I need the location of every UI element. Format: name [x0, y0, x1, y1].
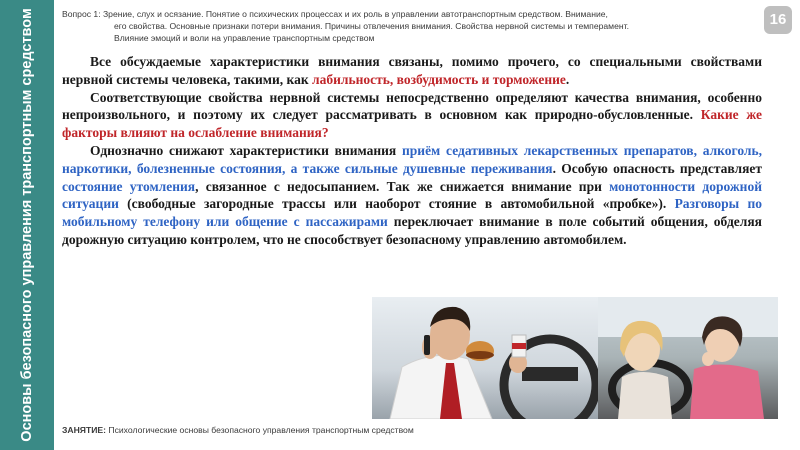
sidebar: [0, 0, 54, 450]
page-number-badge: 16: [764, 6, 792, 34]
p1-end: .: [565, 71, 570, 87]
question-header: [62, 8, 752, 44]
footer-label: ЗАНЯТИЕ:: [62, 425, 106, 435]
question-label: Вопрос 1:: [62, 9, 101, 19]
main-text: [62, 53, 762, 249]
p1-text: Все обсуждаемые характеристики внимания связаны, помимо прочего, со специальными свойствами нервной системы человека, такими, как: [62, 54, 762, 87]
p3-text-c: , связанное с недосыпанием. Так же снижается внимание при: [195, 178, 610, 194]
p3-highlight-3: монотонности дорожной ситуации: [62, 178, 762, 212]
p3-highlight-2: состояние утомления: [62, 178, 196, 194]
sidebar-title: Основы безопасного управления транспортным средством: [19, 8, 35, 442]
p3-text-d: (свободные загородные трассы или наоборот стояние в автомобильной «пробке»).: [118, 196, 675, 212]
paragraph-1: [62, 53, 762, 89]
paragraph-2: [62, 89, 762, 142]
question-line-1: Зрение, слух и осязание. Понятие о психических процессах и их роль в управлении автотранспортным средством. Внимание,: [102, 9, 608, 19]
passengers-distracting-photo: [598, 297, 778, 419]
p3-text-b: . Особую опасность представляет: [552, 160, 763, 176]
p3-highlight-4: Разговоры по мобильному телефону или общение с пассажирами: [62, 196, 762, 230]
p3-text-e: переключает внимание в поле событий общения, обделяя дорожную ситуацию контролем, что не способствует безопасному управлению автомобилем.: [62, 214, 762, 247]
question-line-2: его свойства. Основные признаки потери внимания. Причины отвлечения внимания. Свойства нервной системы и темперамент.: [114, 21, 629, 31]
footer-text: Психологические основы безопасного управления транспортным средством: [106, 425, 414, 435]
p1-highlight: лабильность, возбудимость и торможение: [312, 71, 566, 87]
question-line-3: Влияние эмоций и воли на управление транспортным средством: [114, 33, 375, 43]
driver-eating-photo: [372, 297, 598, 419]
lesson-footer: [62, 425, 414, 435]
p2-text: Соответствующие свойства нервной системы непосредственно определяют качества внимания, особенно непроизвольного, и поэтому их следует рассматривать в основном как природно-обусловленные.: [62, 89, 762, 123]
paragraph-3: [62, 142, 762, 249]
p2-question: Какие же факторы влияют на ослабление внимания?: [62, 107, 763, 141]
p3-highlight-1: приём седативных лекарственных препаратов, алкоголь, наркотики, болезненные состояния, а также сильные душевные переживания: [62, 142, 762, 176]
p3-text-a: Однозначно снижают характеристики внимания: [90, 142, 402, 158]
